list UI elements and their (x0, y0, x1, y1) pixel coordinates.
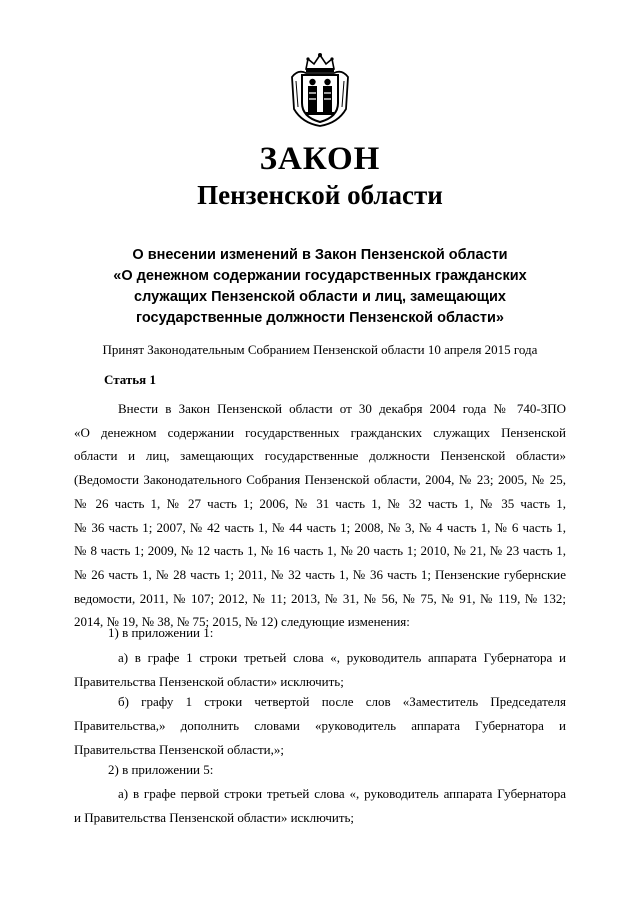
coat-of-arms-emblem (288, 51, 352, 127)
paragraph-line: № 26 часть 1, № 28 часть 1; 2011, № 32 часть 1, № 36 часть 1; Пензенские губернские (74, 566, 566, 582)
sub-item-line: б) графу 1 строки четвертой после слов «Заместитель Председателя (118, 694, 566, 709)
paragraph-line: № 26 часть 1, № 27 часть 1; 2006, № 31 часть 1, № 32 часть 1, № 35 часть 1, (74, 495, 566, 511)
paragraph-line: № 36 часть 1; 2007, № 42 часть 1, № 44 часть 1; 2008, № 3, № 4 часть 1, № 6 часть 1, (74, 519, 566, 535)
heading-line: служащих Пензенской области и лиц, замещающих (134, 289, 506, 305)
paragraph-line: № 8 часть 1; 2009, № 12 часть 1, № 16 часть 1, № 20 часть 1; 2010, № 21, № 23 часть 1, (74, 543, 566, 559)
sub-item-line: Правительства Пензенской области,»; (74, 742, 284, 757)
sub-item (74, 782, 566, 830)
sub-item-line: Правительства Пензенской области» исключить; (74, 674, 344, 689)
heading-line: О внесении изменений в Закон Пензенской области (132, 247, 508, 263)
paragraph-line: 2014, № 19, № 38, № 75; 2015, № 12) следующие изменения: (74, 614, 410, 630)
list-item: 1) в приложении 1: (108, 625, 214, 640)
list-item: 2) в приложении 5: (108, 762, 214, 777)
paragraph-line: Внести в Закон Пензенской области от 30 декабря 2004 года № 740-ЗПО (118, 401, 566, 416)
document-subtitle: Пензенской области (197, 180, 443, 210)
paragraph-line: области и лиц, замещающих государственные должности Пензенской области» (74, 448, 566, 464)
adoption-line: Принят Законодательным Собранием Пензенской области 10 апреля 2015 года (102, 342, 538, 357)
heading-line: государственные должности Пензенской области» (136, 310, 504, 326)
law-heading (60, 245, 580, 329)
paragraph-line: (Ведомости Законодательного Собрания Пензенской области, 2004, № 23; 2005, № 25, (74, 472, 566, 488)
sub-item-line: а) в графе 1 строки третьей слова «, руководитель аппарата Губернатора и (118, 650, 566, 665)
sub-item-line: и Правительства Пензенской области» исключить; (74, 810, 355, 825)
document-title: ЗАКОН (259, 141, 381, 177)
article-paragraph (74, 397, 566, 634)
sub-item-line: а) в графе первой строки третьей слова «, руководитель аппарата Губернатора (118, 786, 566, 801)
heading-line: «О денежном содержании государственных гражданских (113, 268, 527, 284)
article-title: Статья 1 (104, 372, 156, 387)
sub-item (74, 646, 566, 694)
sub-item (74, 690, 566, 762)
paragraph-line: «О денежном содержании государственных гражданских служащих Пензенской (74, 424, 566, 440)
paragraph-line: ведомости, 2011, № 107; 2012, № 11; 2013, № 31, № 56, № 75, № 91, № 119, № 132; (74, 590, 566, 606)
sub-item-line: Правительства,» дополнить словами «руководитель аппарата Губернатора и (74, 718, 566, 733)
